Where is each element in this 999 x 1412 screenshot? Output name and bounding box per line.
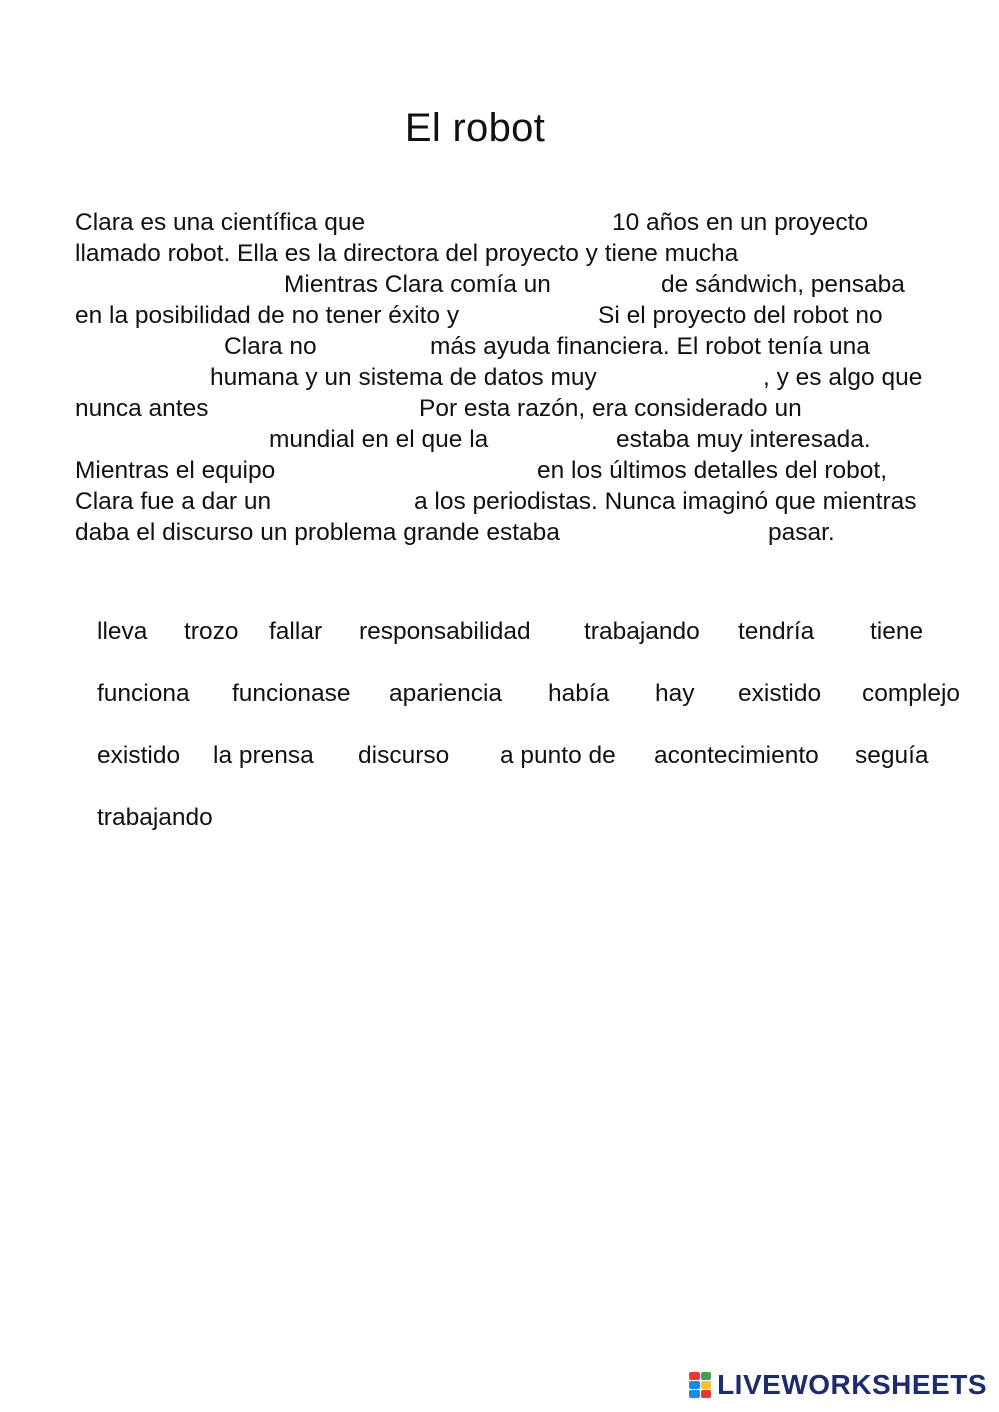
liveworksheets-logo — [689, 1370, 987, 1400]
liveworksheets-logo-icon — [689, 1372, 711, 1398]
story-text: llamado robot. Ella es la directora del proyecto y tiene mucha — [75, 240, 739, 267]
story-text: a los periodistas. Nunca imaginó que mientras — [414, 488, 917, 515]
answer-blank-14[interactable] — [625, 519, 767, 548]
story-text: estaba muy interesada. — [616, 426, 871, 453]
answer-blank-13[interactable] — [301, 488, 413, 517]
word-bank-item: lleva — [97, 618, 148, 645]
story-text: Por esta razón, era considerado un — [419, 395, 802, 422]
story-text: en la posibilidad de no tener éxito y — [75, 302, 460, 329]
word-bank-item: responsabilidad — [359, 618, 531, 645]
word-bank-item: trabajando — [97, 804, 213, 831]
answer-blank-1[interactable] — [405, 209, 609, 238]
answer-blank-10[interactable] — [75, 426, 267, 455]
answer-blank-11[interactable] — [521, 426, 615, 455]
worksheet-title: El robot — [404, 106, 546, 150]
word-bank-item: apariencia — [389, 680, 503, 707]
brand-name: LIVEWORKSHEETS — [717, 1369, 987, 1400]
story-text: daba el discurso un problema grande estaba — [75, 519, 560, 546]
answer-blank-5[interactable] — [75, 333, 219, 362]
story-text: Mientras el equipo — [75, 457, 276, 484]
story-text: pasar. — [768, 519, 835, 546]
story-text: , y es algo que — [763, 364, 923, 391]
word-bank-item: trabajando — [584, 618, 700, 645]
word-bank-item: discurso — [358, 742, 450, 769]
word-bank-item: existido — [738, 680, 822, 707]
answer-blank-2[interactable] — [75, 271, 279, 300]
answer-blank-7[interactable] — [75, 364, 207, 393]
story-text: de sándwich, pensaba — [661, 271, 905, 298]
word-bank-item: seguía — [855, 742, 929, 769]
word-bank-item: existido — [97, 742, 181, 769]
story-text: Clara fue a dar un — [75, 488, 272, 515]
word-bank-item: trozo — [184, 618, 239, 645]
story-text: Si el proyecto del robot no — [598, 302, 883, 329]
story-text: más ayuda financiera. El robot tenía una — [430, 333, 870, 360]
answer-blank-12[interactable] — [307, 457, 535, 486]
answer-blank-6[interactable] — [335, 333, 429, 362]
answer-blank-3[interactable] — [587, 271, 661, 300]
word-bank-item: hay — [655, 680, 695, 707]
word-bank-item: fallar — [269, 618, 323, 645]
story-text: nunca antes — [75, 395, 209, 422]
story-text: en los últimos detalles del robot, — [537, 457, 887, 484]
story-text: Clara no — [224, 333, 317, 360]
word-bank-item: complejo — [862, 680, 961, 707]
answer-blank-8[interactable] — [648, 364, 766, 393]
story-text: mundial en el que la — [269, 426, 489, 453]
story-text: Clara es una científica que — [75, 209, 366, 236]
word-bank-item: había — [548, 680, 610, 707]
word-bank-item: tiene — [870, 618, 924, 645]
word-bank-item: tendría — [738, 618, 815, 645]
answer-blank-4[interactable] — [519, 302, 597, 331]
story-text: humana y un sistema de datos muy — [210, 364, 597, 391]
story-text: 10 años en un proyecto — [612, 209, 869, 236]
story-text: Mientras Clara comía un — [284, 271, 551, 298]
word-bank-item: acontecimiento — [654, 742, 819, 769]
answer-blank-9[interactable] — [227, 395, 417, 424]
word-bank-item: a punto de — [500, 742, 616, 769]
word-bank-item: la prensa — [213, 742, 314, 769]
word-bank-item: funcionase — [232, 680, 351, 707]
word-bank-item: funciona — [97, 680, 190, 707]
